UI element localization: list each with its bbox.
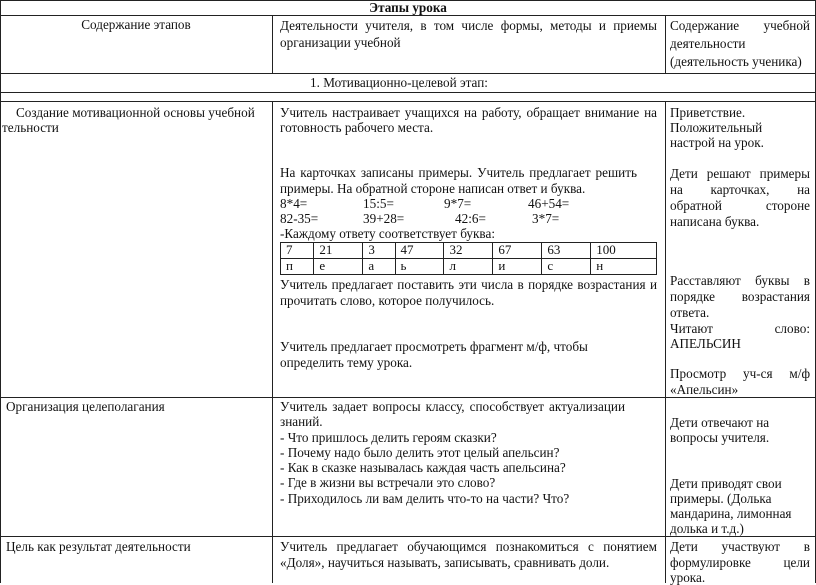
example-item: 15:5= [363, 196, 394, 211]
table-title: Этапы урока [369, 0, 447, 15]
teacher-text: примеры. На обратной стороне написан ответ и буква. [280, 181, 586, 196]
answer-code-table [280, 242, 657, 275]
grid-line [665, 15, 666, 74]
stage-label: Организация целеполагания [6, 399, 165, 414]
teacher-text: Учитель предлагает поставить эти числа в порядке возрастания и [280, 277, 657, 292]
grid-line [665, 101, 666, 583]
table-row [281, 259, 657, 275]
table-cell: а [363, 259, 395, 275]
grid-line [272, 101, 273, 583]
column-header-stages: Содержание этапов [81, 17, 191, 32]
table-row [281, 243, 657, 259]
column-header-student: Содержание учебной деятельности (деятельность ученика) [670, 18, 810, 69]
student-text: урока. [670, 570, 706, 585]
table-cell: 32 [444, 243, 493, 259]
student-text: Просмотр уч-ся м/ф [670, 366, 810, 381]
student-text: ответа. [670, 305, 710, 320]
teacher-text: «Доля», научиться называть, записывать, сравнивать доли. [280, 555, 610, 570]
student-text: Читают слово: [670, 321, 810, 336]
table-cell: 63 [542, 243, 591, 259]
teacher-text: определить тему урока. [280, 355, 413, 370]
table-cell: 3 [363, 243, 395, 259]
example-item: 9*7= [444, 196, 472, 211]
stage-label: Цель как результат деятельности [6, 539, 191, 554]
grid-line [272, 15, 273, 74]
teacher-text: Учитель задает вопросы классу, способствует актуализации [280, 399, 625, 414]
example-item: 46+54= [528, 196, 570, 211]
table-cell: п [281, 259, 314, 275]
student-text: обратной стороне [670, 198, 810, 213]
teacher-text: прочитать слово, которое получилось. [280, 293, 495, 308]
example-item: 3*7= [532, 211, 560, 226]
teacher-text: Учитель предлагает обучающимся познакомиться с понятием [280, 539, 657, 554]
student-text: «Апельсин» [670, 382, 739, 397]
table-cell: л [444, 259, 493, 275]
student-text: вопросы учителя. [670, 430, 770, 445]
grid-line [0, 0, 1, 583]
table-cell: 7 [281, 243, 314, 259]
teacher-text: готовность рабочего места. [280, 120, 434, 135]
teacher-text: - Приходилось ли вам делить что-то на части? Что? [280, 491, 570, 506]
grid-line [0, 397, 816, 398]
teacher-text: знаний. [280, 414, 323, 429]
teacher-text: - Что пришлось делить героям сказки? [280, 430, 497, 445]
teacher-text: - Где в жизни вы встречали это слово? [280, 475, 496, 490]
stage-label: тельности [2, 120, 59, 135]
student-text: формулировке цели [670, 555, 810, 570]
student-text: Дети решают примеры [670, 166, 810, 181]
stage-label: Создание мотивационной основы учебной [16, 105, 255, 120]
table-cell: и [493, 259, 542, 275]
grid-line [0, 15, 816, 16]
example-item: 82-35= [280, 211, 319, 226]
table-cell: 21 [314, 243, 363, 259]
student-text: АПЕЛЬСИН [670, 336, 741, 351]
teacher-text: Учитель настраивает учащихся на работу, обращает внимание на [280, 105, 657, 120]
teacher-text: -Каждому ответу соответствует буква: [280, 226, 495, 241]
student-text: Приветствие. [670, 105, 746, 120]
table-cell: 100 [591, 243, 657, 259]
table-cell: с [542, 259, 591, 275]
table-cell: ь [395, 259, 444, 275]
grid-line [0, 92, 816, 93]
table-cell: е [314, 259, 363, 275]
student-text: на карточках, на [670, 182, 810, 197]
teacher-text: - Почему надо было делить этот целый апельсин? [280, 445, 560, 460]
example-item: 39+28= [363, 211, 405, 226]
student-text: порядке возрастания [670, 289, 810, 304]
student-text: Расставляют буквы в [670, 273, 810, 288]
student-text: настрой на урок. [670, 135, 764, 150]
student-text: мандарина, лимонная [670, 506, 792, 521]
grid-line [0, 101, 816, 102]
teacher-text: Учитель предлагает просмотреть фрагмент м/ф, чтобы [280, 339, 588, 354]
student-text: долька и т.д.) [670, 521, 744, 536]
example-item: 8*4= [280, 196, 308, 211]
example-item: 42:6= [455, 211, 486, 226]
student-text: примеры. (Долька [670, 491, 772, 506]
teacher-text: На карточках записаны примеры. Учитель предлагает решить [280, 165, 637, 180]
grid-line [0, 536, 816, 537]
student-text: Дети приводят свои [670, 476, 782, 491]
teacher-text: - Как в сказке называлась каждая часть апельсина? [280, 460, 566, 475]
student-text: Положительный [670, 120, 763, 135]
table-cell: 47 [395, 243, 444, 259]
table-cell: н [591, 259, 657, 275]
student-text: Дети отвечают на [670, 415, 770, 430]
table-cell: 67 [493, 243, 542, 259]
column-header-teacher: Деятельности учителя, в том числе формы, методы и приемы организации учебной [280, 18, 657, 50]
student-text: Дети участвуют в [670, 539, 810, 554]
student-text: написана буква. [670, 214, 760, 229]
section-heading: 1. Мотивационно-целевой этап: [310, 75, 488, 90]
